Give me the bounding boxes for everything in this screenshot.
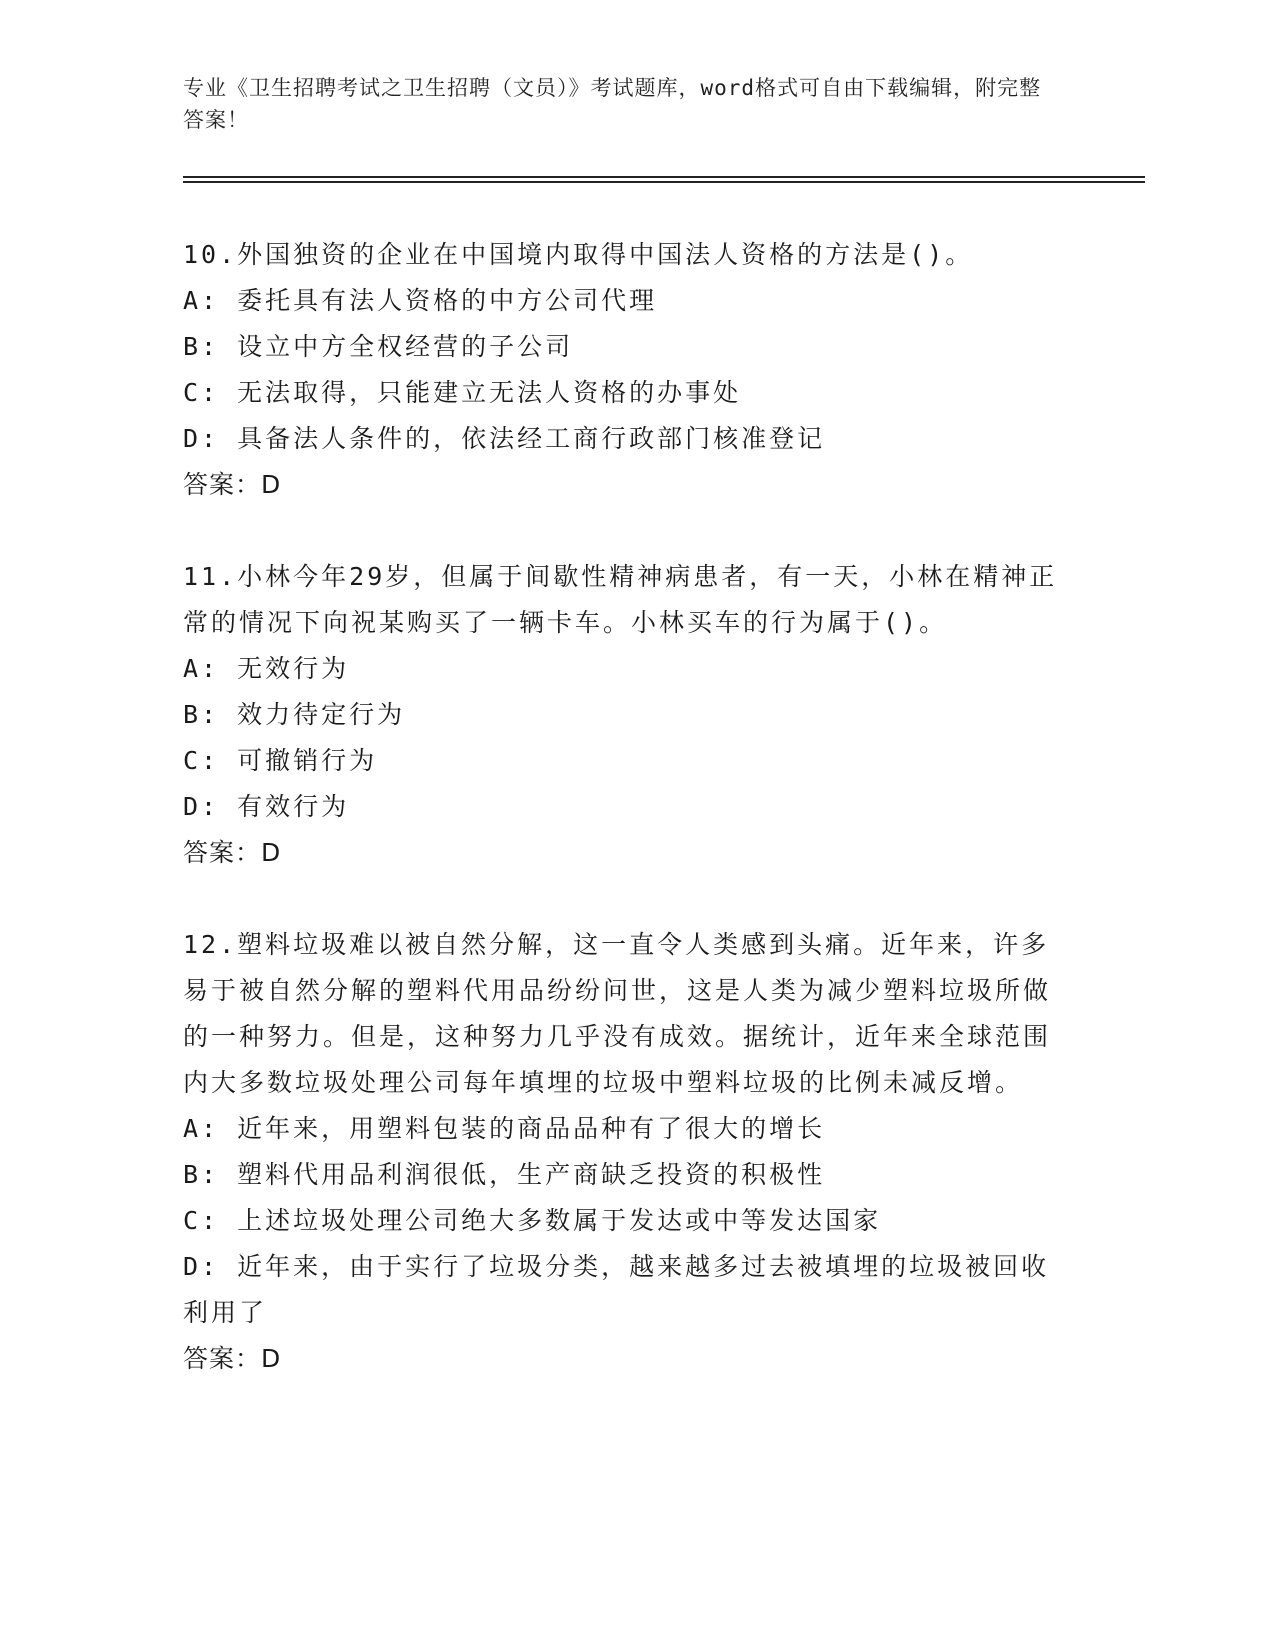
answer-line: 答案：D <box>183 1344 282 1373</box>
question-list <box>183 232 1063 1428</box>
header-divider-top <box>183 176 1145 178</box>
header-divider-bottom <box>183 181 1145 183</box>
option-a: A: 无效行为 <box>183 654 350 683</box>
option-a: A: 委托具有法人资格的中方公司代理 <box>183 286 658 315</box>
option-d: D: 近年来，由于实行了垃圾分类，越来越多过去被填埋的垃圾被回收利用了 <box>183 1252 1050 1327</box>
document-header: 专业《卫生招聘考试之卫生招聘（文员）》考试题库，word格式可自由下载编辑，附完整答案！ <box>183 76 1042 132</box>
option-c: C: 无法取得，只能建立无法人资格的办事处 <box>183 378 742 407</box>
answer-line: 答案：D <box>183 470 282 499</box>
question-10 <box>183 232 1063 508</box>
option-d: D: 有效行为 <box>183 792 350 821</box>
question-stem: 11.小林今年29岁，但属于间歇性精神病患者，有一天，小林在精神正常的情况下向祝某购买了一辆卡车。小林买车的行为属于()。 <box>183 562 1058 637</box>
option-d: D: 具备法人条件的，依法经工商行政部门核准登记 <box>183 424 826 453</box>
question-11 <box>183 554 1063 876</box>
question-stem: 10.外国独资的企业在中国境内取得中国法人资格的方法是()。 <box>183 240 974 269</box>
question-12 <box>183 922 1063 1382</box>
option-b: B: 效力待定行为 <box>183 700 406 729</box>
option-c: C: 可撤销行为 <box>183 746 378 775</box>
option-b: B: 设立中方全权经营的子公司 <box>183 332 574 361</box>
question-stem: 12.塑料垃圾难以被自然分解，这一直令人类感到头痛。近年来，许多易于被自然分解的塑料代用品纷纷问世，这是人类为减少塑料垃圾所做的一种努力。但是，这种努力几乎没有成效。据统计，近年来全球范围内大多数垃圾处理公司每年填埋的垃圾中塑料垃圾的比例未减反增。 <box>183 930 1052 1097</box>
option-a: A: 近年来，用塑料包装的商品品种有了很大的增长 <box>183 1114 826 1143</box>
option-c: C: 上述垃圾处理公司绝大多数属于发达或中等发达国家 <box>183 1206 882 1235</box>
option-b: B: 塑料代用品利润很低，生产商缺乏投资的积极性 <box>183 1160 826 1189</box>
answer-line: 答案：D <box>183 838 282 867</box>
